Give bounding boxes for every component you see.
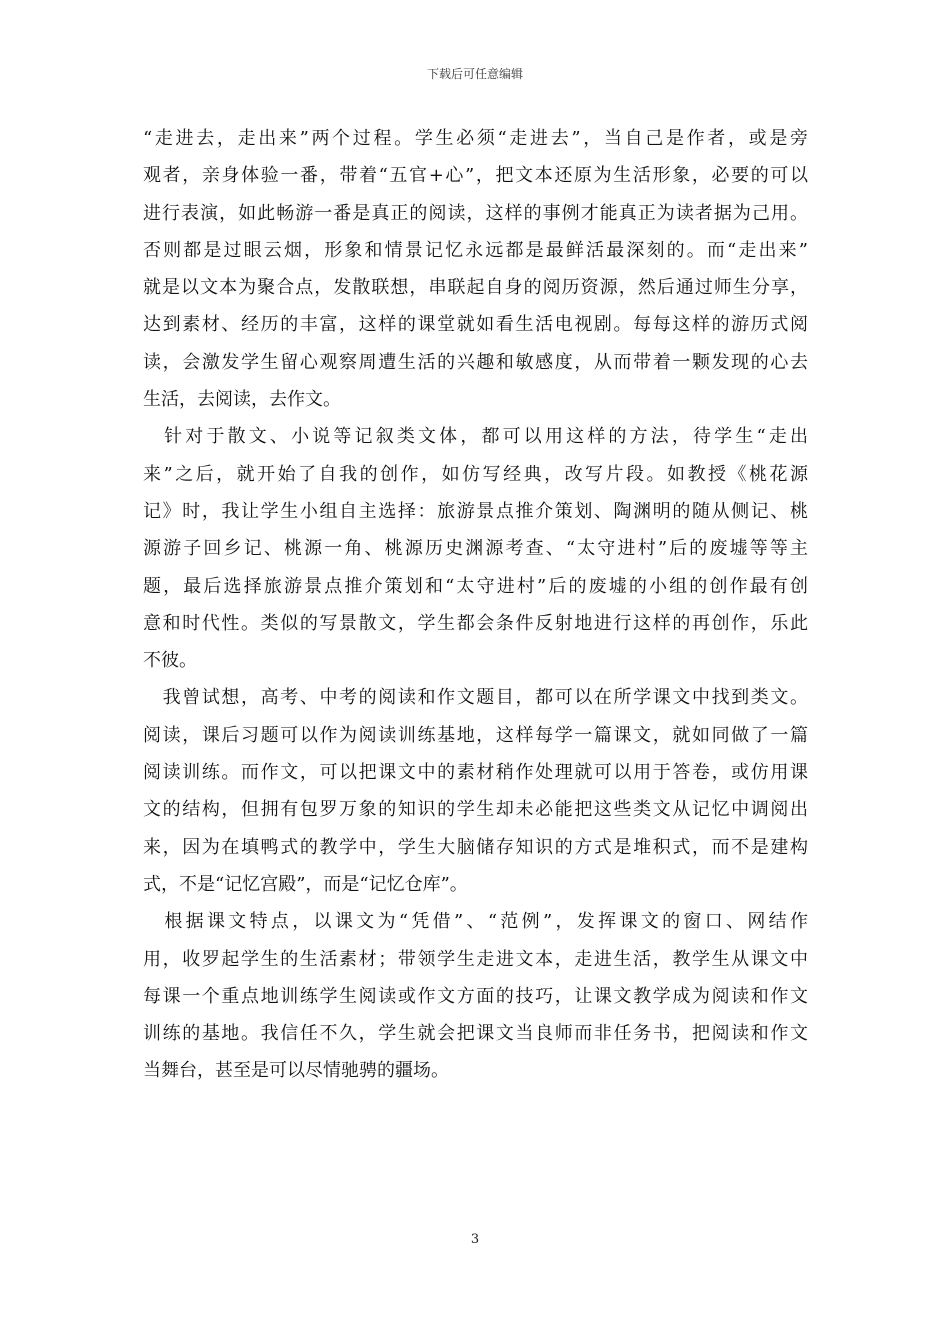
text-line: 否则都是过眼云烟，形象和情景记忆永远都是最鲜活最深刻的。而“走出来” bbox=[143, 239, 808, 261]
paragraph-3 bbox=[143, 679, 808, 903]
text-line: 每课一个重点地训练学生阅读或作文方面的技巧，让课文教学成为阅读和作文 bbox=[143, 985, 808, 1007]
paragraph-4 bbox=[143, 903, 808, 1089]
text-line: 阅读，课后习题可以作为阅读训练基地，这样每学一篇课文，就如同做了一篇 bbox=[143, 724, 808, 746]
text-line: 达到素材、经历的丰富，这样的课堂就如看生活电视剧。每每这样的游历式阅 bbox=[143, 314, 808, 336]
text-line: 记》时，我让学生小组自主选择：旅游景点推介策划、陶渊明的随从侧记、桃 bbox=[143, 500, 808, 522]
text-line: 训练的基地。我信任不久，学生就会把课文当良师而非任务书，把阅读和作文 bbox=[143, 1023, 808, 1045]
text-line: 来，因为在填鸭式的教学中，学生大脑储存知识的方式是堆积式，而不是建构 bbox=[143, 836, 808, 858]
text-line: 我曾试想，高考、中考的阅读和作文题目，都可以在所学课文中找到类文。 bbox=[143, 687, 808, 709]
page-header: 下载后可任意编辑 bbox=[426, 67, 523, 81]
text-line: 来”之后，就开始了自我的创作，如仿写经典，改写片段。如教授《桃花源 bbox=[143, 463, 808, 485]
text-line: 针对于散文、小说等记叙类文体，都可以用这样的方法，待学生“走出 bbox=[143, 426, 808, 448]
text-line: 进行表演，如此畅游一番是真正的阅读，这样的事例才能真正为读者据为己用。 bbox=[143, 202, 808, 224]
text-line: 用，收罗起学生的生活素材；带领学生走进文本，走进生活，教学生从课文中 bbox=[143, 948, 808, 970]
text-line: 式，不是“记忆宫殿”，而是“记忆仓库”。 bbox=[143, 873, 468, 895]
text-line: 意和时代性。类似的写景散文，学生都会条件反射地进行这样的再创作，乐此 bbox=[143, 612, 808, 634]
text-line: 就是以文本为聚合点，发散联想，串联起自身的阅历资源，然后通过师生分享， bbox=[143, 277, 808, 299]
text-line: 不彼。 bbox=[143, 650, 197, 672]
document-body bbox=[143, 120, 808, 1090]
paragraph-2 bbox=[143, 418, 808, 679]
text-line: 源游子回乡记、桃源一角、桃源历史渊源考查、“太守进村”后的废墟等等主 bbox=[143, 538, 808, 560]
text-line: 阅读训练。而作文，可以把课文中的素材稍作处理就可以用于答卷，或仿用课 bbox=[143, 762, 808, 784]
text-line: “走进去，走出来”两个过程。学生必须“走进去”，当自己是作者，或是旁 bbox=[143, 128, 808, 149]
text-line: 文的结构，但拥有包罗万象的知识的学生却未必能把这些类文从记忆中调阅出 bbox=[143, 799, 808, 821]
text-line: 题，最后选择旅游景点推介策划和“太守进村”后的废墟的小组的创作最有创 bbox=[143, 575, 808, 597]
text-line: 观者，亲身体验一番，带着“五官+心”，把文本还原为生活形象，必要的可以 bbox=[143, 165, 808, 187]
page-number: 3 bbox=[470, 1232, 480, 1247]
text-line: 生活，去阅读，去作文。 bbox=[143, 389, 341, 411]
text-line: 读，会激发学生留心观察周遭生活的兴趣和敏感度，从而带着一颗发现的心去 bbox=[143, 351, 808, 373]
text-line: 当舞台，甚至是可以尽情驰骋的疆场。 bbox=[143, 1060, 449, 1082]
paragraph-1 bbox=[143, 120, 808, 418]
text-line: 根据课文特点，以课文为“凭借”、“范例”，发挥课文的窗口、网结作 bbox=[143, 911, 808, 933]
